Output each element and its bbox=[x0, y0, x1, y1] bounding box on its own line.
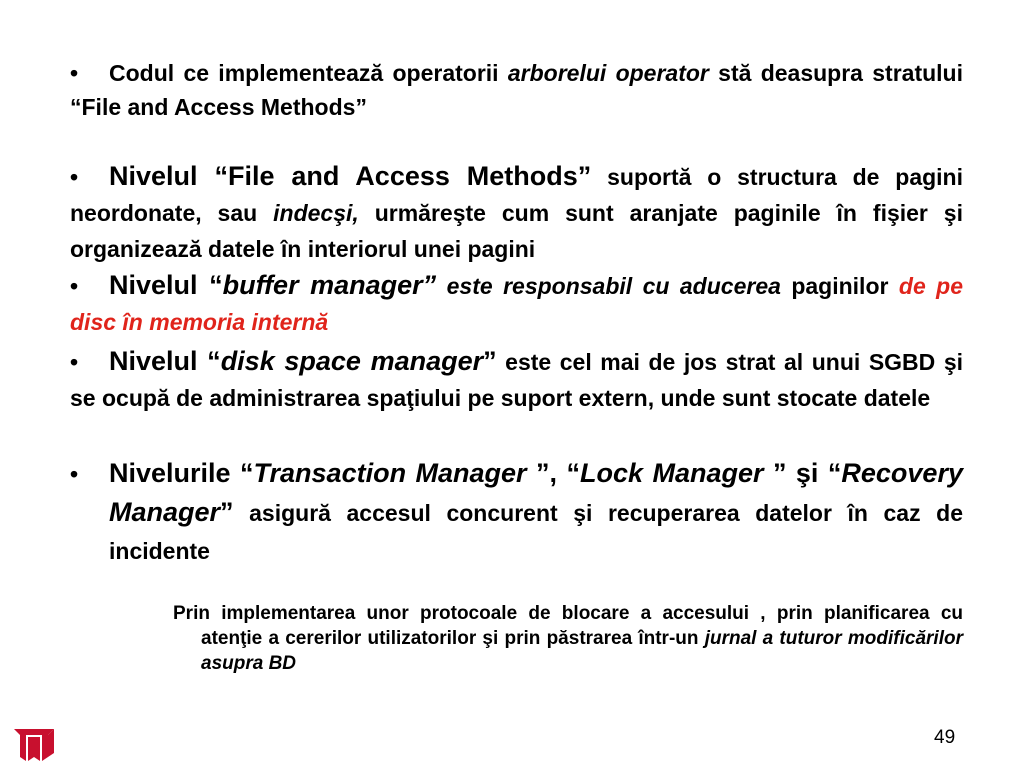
bullet: • bbox=[70, 60, 79, 86]
bullet: • bbox=[70, 349, 79, 375]
paragraph-2: • Nivelul “File and Access Methods” suportă o structura de pagini neordonate, sau indecşi, urmăreşte cum sunt aranjate paginile în fişier şi organizează datele în interiorul unei pagini bbox=[70, 161, 963, 262]
sub-paragraph: Prin implementarea unor protocoale de blocare a accesului , prin planificarea cu atenţie a cererilor utilizatorilor şi prin păstrarea într-un jurnal a tuturor modificărilor asupra BD bbox=[173, 603, 963, 674]
paragraph-5: • Nivelurile “Transaction Manager ”, “Lock Manager ” şi “Recovery Manager” asigură accesul concurent şi recuperarea datelor în caz de incidente bbox=[70, 454, 963, 570]
paragraph-4: • Nivelul “disk space manager” este cel mai de jos strat al unui SGBD şi se ocupă de administrarea spaţiului pe suport extern, unde sunt stocate datele bbox=[70, 346, 963, 411]
paragraph-3: • Nivelul “buffer manager” este responsabil cu aducerea paginilor de pe disc în memoria internă bbox=[70, 270, 964, 335]
university-logo-icon bbox=[12, 727, 56, 763]
page-number: 49 bbox=[934, 727, 956, 748]
paragraph-1: • Codul ce implementează operatorii arborelui operator stă deasupra stratului “File and Access Methods” bbox=[70, 56, 963, 124]
highlighted-phrase: de pe disc în memoria internă bbox=[70, 273, 964, 335]
bullet: • bbox=[70, 461, 79, 487]
bullet: • bbox=[70, 273, 79, 299]
bullet: • bbox=[70, 164, 79, 190]
